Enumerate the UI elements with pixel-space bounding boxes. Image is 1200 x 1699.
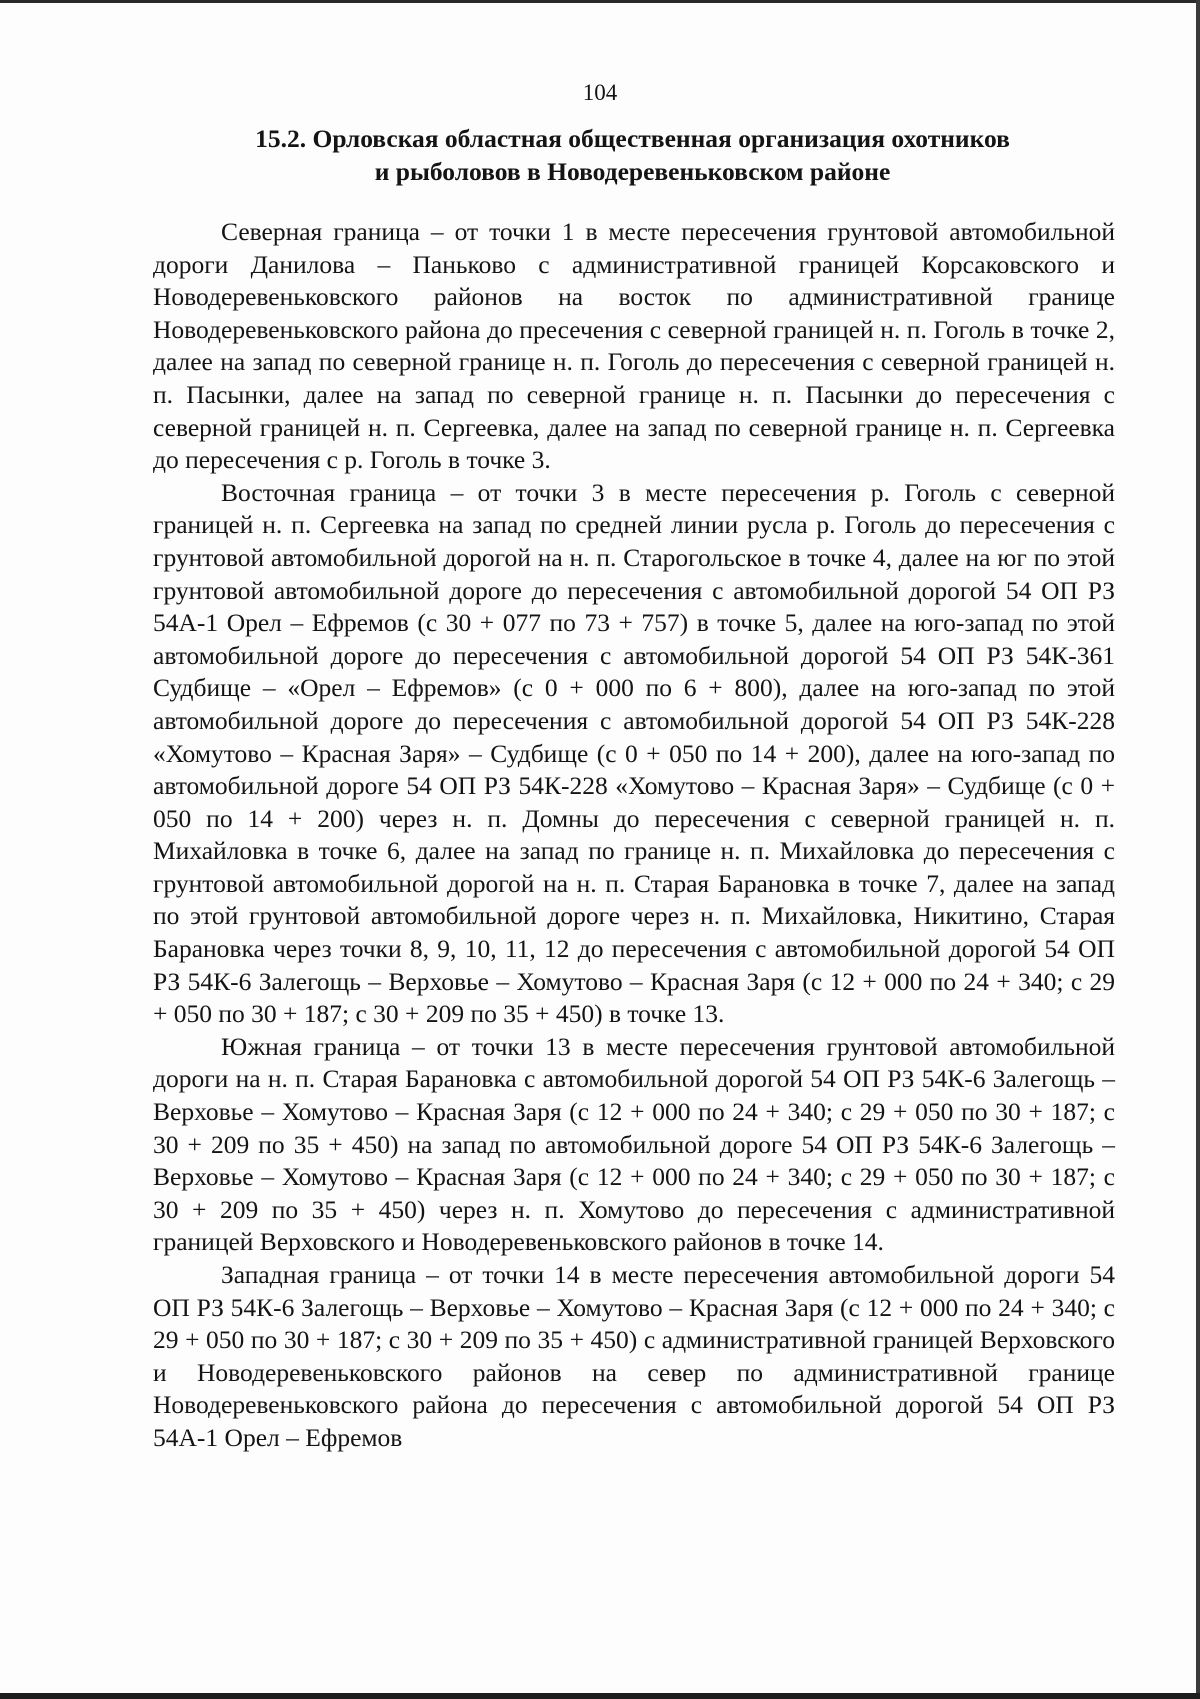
scan-edge-top (0, 0, 1200, 3)
scan-edge-right (1196, 0, 1200, 1699)
section-heading (150, 122, 1115, 188)
paragraph-southern-border: Южная граница – от точки 13 в месте пересечения грунтовой автомобильной дороги на н. п. Старая Барановка с автомобильной дорогой 54 ОП РЗ 54К-6 Залегощь – Верховье – Хомутово – Красная Заря (с 12 + 000 по 24 + 340; с 29 + 050 по 30 + 187; с 30 + 209 по 35 + 450) на запад по автомобильной дороге 54 ОП РЗ 54К-6 Залегощь – Верховье – Хомутово – Красная Заря (с 12 + 000 по 24 + 340; с 29 + 050 по 30 + 187; с 30 + 209 по 35 + 450) через н. п. Хомутово до пересечения с административной границей Верховского и Новодеревеньковского районов в точке 14. (153, 1031, 1115, 1257)
paragraph-western-border: Западная граница – от точки 14 в месте пересечения автомобильной дороги 54 ОП РЗ 54К-6 Залегощь – Верховье – Хомутово – Красная Заря (с 12 + 000 по 24 + 340; с 29 + 050 по 30 + 187; с 30 + 209 по 35 + 450) с административной границей Верховского и Новодеревеньковского районов на север по административной границе Новодеревеньковского района до пересечения с автомобильной дорогой 54 ОП РЗ 54А-1 Орел – Ефремов (153, 1260, 1115, 1452)
paragraph-eastern-border: Восточная граница – от точки 3 в месте пересечения р. Гоголь с северной границей н. п. Сергеевка на запад по средней линии русла р. Гоголь до пересечения с грунтовой автомобильной дорогой на н. п. Старогольское в точке 4, далее на юг по этой грунтовой автомобильной дороге до пересечения с автомобильной дорогой 54 ОП РЗ 54А-1 Орел – Ефремов (с 30 + 077 по 73 + 757) в точке 5, далее на юго-запад по этой автомобильной дороге до пересечения с автомобильной дорогой 54 ОП РЗ 54К-361 Судбище – «Орел – Ефремов» (с 0 + 000 по 6 + 800), далее на юго-запад по этой автомобильной дороге до пересечения с автомобильной дорогой 54 ОП РЗ 54К-228 «Хомутово – Красная Заря» – Судбище (с 0 + 050 по 14 + 200), далее на юго-запад по автомобильной дороге 54 ОП РЗ 54К-228 «Хомутово – Красная Заря» – Судбище (с 0 + 050 по 14 + 200) через н. п. Домны до пересечения с северной границей н. п. Михайловка в точке 6, далее на запад по границе н. п. Михайловка до пересечения с грунтовой автомобильной дорогой на н. п. Старая Барановка в точке 7, далее на запад по этой грунтовой автомобильной дороге через н. п. Михайловка, Никитино, Старая Барановка через точки 8, 9, 10, 11, 12 до пересечения с автомобильной дорогой 54 ОП РЗ 54К-6 Залегощь – Верховье – Хомутово – Красная Заря (с 12 + 000 по 24 + 340; с 29 + 050 по 30 + 187; с 30 + 209 по 35 + 450) в точке 13. (153, 477, 1115, 1029)
paragraph-northern-border: Северная граница – от точки 1 в месте пересечения грунтовой автомобильной дороги Данилова – Паньково с административной границей Корсаковского и Новодеревеньковского районов на восток по административной границе Новодеревеньковского района до пресечения с северной границей н. п. Гоголь в точке 2, далее на запад по северной границе н. п. Гоголь до пересечения с северной границей н. п. Пасынки, далее на запад по северной границе н. п. Пасынки до пересечения с северной границей н. п. Сергеевка, далее на запад по северной границе н. п. Сергеевка до пересечения с р. Гоголь в точке 3. (153, 217, 1115, 475)
page-number: 104 (582, 80, 618, 105)
section-heading-line-1: 15.2. Орловская областная общественная организация охотников (255, 124, 1010, 153)
scan-edge-bottom (0, 1693, 1200, 1699)
section-heading-line-2: и рыболовов в Новодеревеньковском районе (374, 157, 891, 186)
document-body (153, 216, 1115, 1455)
